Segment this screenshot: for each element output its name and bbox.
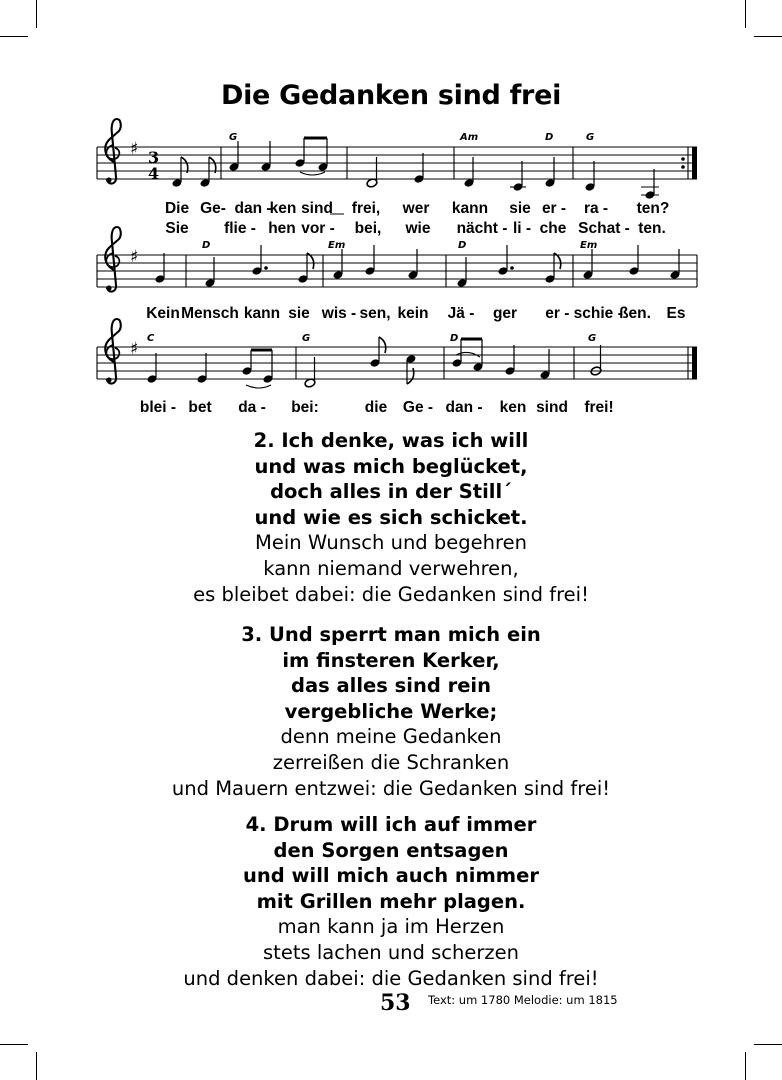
notes-row-2 bbox=[155, 245, 681, 288]
treble-clef-icon bbox=[105, 319, 120, 384]
lyrics-row-3 bbox=[140, 399, 614, 416]
lyric-syllable: ßen. bbox=[619, 305, 651, 322]
chord-symbol: C bbox=[147, 333, 155, 344]
song-title: Die Gedanken sind frei bbox=[220, 80, 562, 111]
key-signature: ♯ bbox=[130, 247, 139, 267]
lyric-syllable: Kein bbox=[146, 305, 180, 322]
lyric-syllable: blei - bbox=[139, 399, 177, 416]
lyrics-row-1b bbox=[165, 220, 665, 237]
stanza-line: stets lachen und scherzen bbox=[263, 940, 519, 964]
lyric-syllable: dan - bbox=[234, 200, 272, 217]
lyric-syllable: flie - bbox=[224, 220, 256, 237]
lyric-syllable: Jä - bbox=[447, 305, 475, 322]
lyric-syllable: die bbox=[364, 399, 388, 416]
chord-symbol: D bbox=[545, 132, 554, 143]
stanza-line: 2. Ich denke, was ich will bbox=[253, 429, 529, 452]
lyric-syllable: bet bbox=[188, 399, 212, 416]
time-signature-top: 3 bbox=[148, 148, 160, 167]
stanza-4 bbox=[0, 812, 782, 991]
chord-symbol: D bbox=[202, 240, 211, 251]
stanza-line: im finsteren Kerker, bbox=[282, 648, 500, 672]
chords-row-1 bbox=[229, 132, 594, 143]
lyric-syllable: Es bbox=[666, 305, 686, 322]
page-number: 53 bbox=[380, 990, 411, 1016]
stanza-line: man kann ja im Herzen bbox=[277, 915, 505, 939]
chord-symbol: G bbox=[586, 132, 595, 143]
stanza-2 bbox=[0, 428, 782, 607]
lyric-syllable: vor - bbox=[301, 220, 335, 237]
lyric-syllable: Schat - bbox=[578, 220, 630, 237]
crop-mark bbox=[754, 1044, 782, 1045]
staff-1 bbox=[97, 119, 697, 237]
treble-clef-icon bbox=[105, 227, 120, 292]
lyric-syllable: Sie bbox=[165, 220, 189, 237]
lyric-syllable: ra - bbox=[583, 200, 609, 217]
stanza-line: 4. Drum will ich auf immer bbox=[245, 813, 537, 836]
crop-mark bbox=[0, 1044, 28, 1045]
chord-symbol: D bbox=[458, 240, 467, 251]
lyric-syllable: wis - bbox=[321, 305, 357, 322]
chord-symbol: Em bbox=[580, 240, 598, 251]
stanza-line: und was mich beglücket, bbox=[254, 454, 528, 478]
lyric-syllable: sie bbox=[509, 200, 531, 217]
lyric-syllable: Ge- bbox=[200, 200, 226, 217]
music-score bbox=[0, 0, 782, 420]
stanza-line: Mein Wunsch und begehren bbox=[255, 531, 527, 555]
lyric-syllable: kein bbox=[397, 305, 429, 322]
lyric-syllable: hen bbox=[268, 220, 296, 237]
chord-symbol: G bbox=[229, 132, 238, 143]
stanza-line: vergebliche Werke; bbox=[284, 699, 498, 723]
stanza-line: den Sorgen entsagen bbox=[273, 838, 509, 862]
stanza-line: zerreißen die Schranken bbox=[272, 750, 510, 774]
chord-symbol: D bbox=[450, 333, 459, 344]
lyric-syllable: wie bbox=[405, 220, 431, 237]
lyric-syllable: da - bbox=[238, 399, 266, 416]
key-signature: ♯ bbox=[130, 339, 139, 359]
lyrics-row-1a bbox=[165, 200, 669, 217]
chord-symbol: Am bbox=[460, 132, 479, 143]
lyric-syllable: sind bbox=[536, 399, 568, 416]
crop-mark bbox=[745, 1052, 746, 1080]
stanza-line: 3. Und sperrt man mich ein bbox=[241, 623, 541, 646]
stanza-3 bbox=[0, 622, 782, 801]
stanza-line: das alles sind rein bbox=[291, 674, 491, 698]
lyric-syllable: dan - bbox=[445, 399, 483, 416]
time-signature-bottom: 4 bbox=[148, 164, 160, 183]
lyric-syllable: li - bbox=[512, 220, 532, 237]
staff-2 bbox=[97, 227, 697, 322]
stanza-line: mit Grillen mehr plagen. bbox=[256, 889, 526, 913]
lyric-syllable: che bbox=[539, 220, 567, 237]
stanza-line: es bleibet dabei: die Gedanken sind frei! bbox=[193, 582, 589, 606]
lyric-syllable: ten. bbox=[638, 220, 666, 237]
crop-mark bbox=[36, 1052, 37, 1080]
lyric-syllable: wer bbox=[402, 200, 430, 217]
lyric-syllable: ger bbox=[492, 305, 518, 322]
lyric-syllable: sie bbox=[288, 305, 310, 322]
lyric-syllable: frei! bbox=[584, 399, 614, 416]
lyric-syllable: er - bbox=[541, 200, 567, 217]
key-signature: ♯ bbox=[130, 139, 139, 159]
lyric-syllable: Ge - bbox=[402, 399, 434, 416]
stanza-line: und Mauern entzwei: die Gedanken sind frei! bbox=[171, 776, 611, 800]
lyric-syllable: ken bbox=[269, 200, 297, 217]
lyric-syllable: bei: bbox=[291, 399, 319, 416]
chord-symbol: Em bbox=[328, 240, 346, 251]
chord-symbol: G bbox=[588, 333, 597, 344]
lyric-syllable: kann bbox=[451, 200, 489, 217]
chord-symbol: G bbox=[302, 333, 311, 344]
lyric-syllable: ken bbox=[499, 399, 527, 416]
lyric-syllable: bei, bbox=[354, 220, 382, 237]
lyrics-row-2 bbox=[146, 305, 685, 322]
lyric-syllable: frei, bbox=[351, 200, 381, 217]
stanza-line: und denken dabei: die Gedanken sind frei! bbox=[183, 966, 599, 990]
stanza-line: doch alles in der Still´ bbox=[270, 480, 512, 504]
credits: Text: um 1780 Melodie: um 1815 bbox=[428, 993, 618, 1007]
lyric-syllable: sind bbox=[301, 200, 333, 217]
lyric-syllable: Die bbox=[164, 200, 190, 217]
chords-row-3 bbox=[147, 333, 596, 344]
treble-clef-icon bbox=[105, 119, 120, 184]
stanza-line: und will mich auch nimmer bbox=[243, 864, 539, 888]
stanza-line: kann niemand verwehren, bbox=[263, 556, 519, 580]
lyric-syllable: er - schie - bbox=[545, 305, 623, 322]
lyric-syllable: nächt - bbox=[456, 220, 508, 237]
lyric-syllable: sen, bbox=[359, 305, 391, 322]
stanza-line: denn meine Gedanken bbox=[280, 725, 502, 749]
lyric-syllable: ten? bbox=[636, 200, 670, 217]
lyric-syllable: kann bbox=[243, 305, 281, 322]
lyric-syllable: Mensch bbox=[181, 305, 239, 322]
stanza-line: und wie es sich schicket. bbox=[254, 505, 528, 529]
staff-3 bbox=[97, 319, 697, 416]
